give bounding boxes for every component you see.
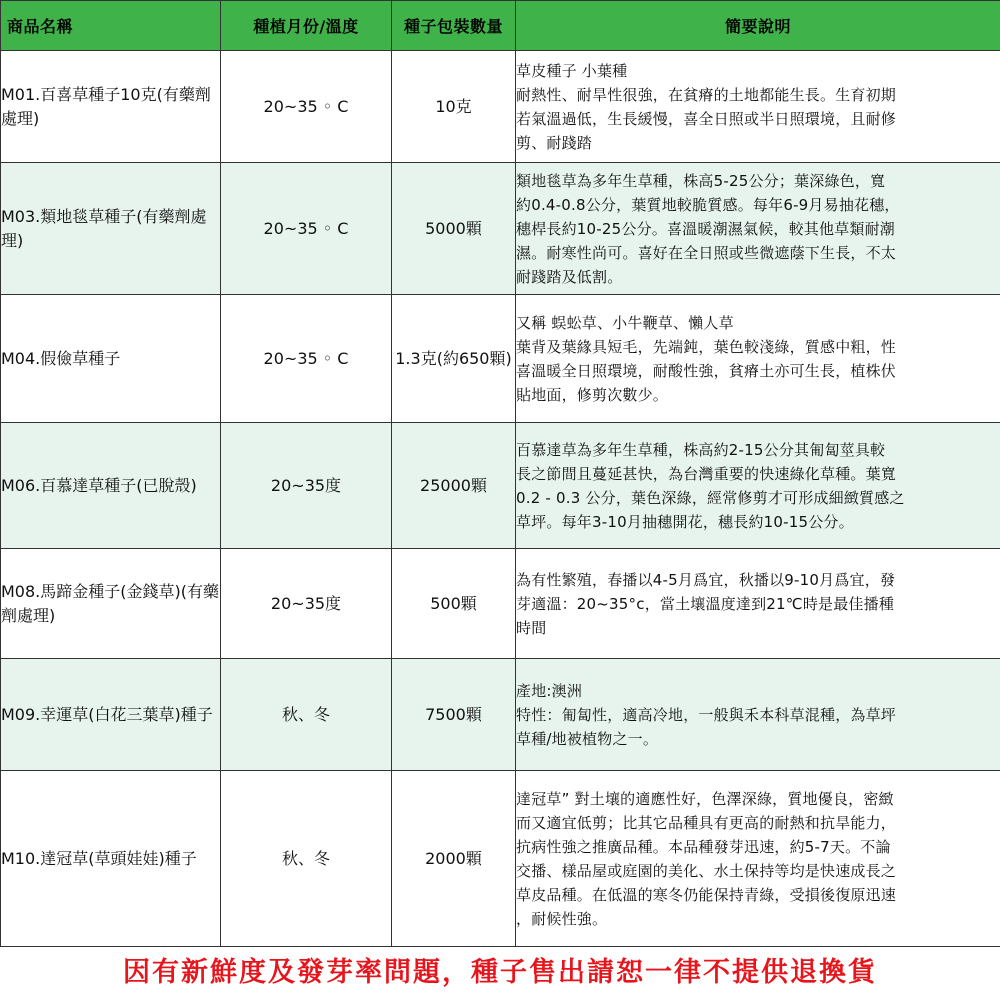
description-line: 抗病性強之推廣品種。本品種發芽迅速，約5-7天。不論 — [516, 837, 891, 856]
planting-temp-cell: 20~35度 — [221, 423, 392, 549]
description-line: 特性：匍匐性，適高冷地，一般與禾本科草混種，為草坪 — [516, 705, 897, 724]
description-line: 交播、樣品屋或庭園的美化、水土保持等均是快速成長之 — [516, 861, 897, 880]
description-line: 剪、耐踐踏 — [516, 133, 593, 152]
description-line: 葉背及葉緣具短毛，先端鈍，葉色較淺綠，質感中粗，性 — [516, 337, 897, 356]
table-body — [1, 51, 1000, 947]
planting-temp-cell: 20~35 ◦ C — [221, 51, 392, 163]
planting-temp-cell: 20~35 ◦ C — [221, 295, 392, 423]
description-cell — [516, 295, 1000, 423]
header-product-name: 商品名稱 — [1, 1, 221, 51]
product-name-cell: M03.類地毯草種子(有藥劑處理) — [1, 163, 221, 295]
table-header-row — [1, 1, 1000, 51]
description-line: 耐踐踏及低割。 — [516, 267, 623, 286]
description-line: 草坪。每年3-10月抽穗開花，穗長約10-15公分。 — [516, 512, 854, 531]
description-line: 芽適溫：20~35°c，當土壤溫度達到21℃時是最佳播種 — [516, 594, 895, 613]
package-qty-cell: 500顆 — [392, 549, 516, 659]
description-line: 貼地面，修剪次數少。 — [516, 385, 669, 404]
package-qty-cell: 2000顆 — [392, 771, 516, 947]
planting-temp-cell: 秋、冬 — [221, 659, 392, 771]
no-return-notice: 因有新鮮度及發芽率問題，種子售出請恕一律不提供退換貨 — [123, 957, 877, 988]
description-line: 長之節間且蔓延甚快，為台灣重要的快速綠化草種。葉寬 — [516, 464, 897, 483]
description-cell — [516, 659, 1000, 771]
description-line: 耐熱性、耐旱性很強，在貧瘠的土地都能生長。生育初期 — [516, 85, 897, 104]
package-qty-cell: 1.3克(約650顆) — [392, 295, 516, 423]
description-line: 穗桿長約10-25公分。喜溫暖潮濕氣候，較其他草類耐潮 — [516, 219, 895, 238]
description-line: 時間 — [516, 618, 547, 637]
planting-temp-cell: 秋、冬 — [221, 771, 392, 947]
description-line: ，耐候性強。 — [516, 909, 608, 928]
package-qty-cell: 10克 — [392, 51, 516, 163]
description-line: 草皮種子 小葉種 — [516, 61, 628, 80]
description-cell — [516, 163, 1000, 295]
description-line: 喜溫暖全日照環境，耐酸性強，貧瘠土亦可生長，植株伏 — [516, 361, 897, 380]
table-row — [1, 659, 1000, 771]
product-name-cell: M08.馬蹄金種子(金錢草)(有藥劑處理) — [1, 549, 221, 659]
table-row — [1, 549, 1000, 659]
description-line: 為有性繁殖，春播以4-5月爲宜，秋播以9-10月爲宜，發 — [516, 570, 896, 589]
table-row — [1, 771, 1000, 947]
description-line: 類地毯草為多年生草種，株高5-25公分；葉深綠色，寬 — [516, 171, 886, 190]
description-cell — [516, 51, 1000, 163]
table-row — [1, 163, 1000, 295]
header-planting-month-temp: 種植月份/溫度 — [221, 1, 392, 51]
description-line: 又稱 蜈蚣草、小牛鞭草、懶人草 — [516, 313, 734, 332]
header-brief-description: 簡要說明 — [516, 1, 1000, 51]
table-row — [1, 51, 1000, 163]
description-line: 而又適宜低剪；比其它品種具有更高的耐熱和抗旱能力， — [516, 813, 897, 832]
product-name-cell: M06.百慕達草種子(已脫殼) — [1, 423, 221, 549]
description-line: 0.2 - 0.3 公分，葉色深綠，經常修剪才可形成細緻質感之 — [516, 488, 905, 507]
description-cell — [516, 423, 1000, 549]
package-qty-cell: 25000顆 — [392, 423, 516, 549]
product-name-cell: M01.百喜草種子10克(有藥劑處理) — [1, 51, 221, 163]
description-line: 草種/地被植物之一。 — [516, 729, 659, 748]
description-cell — [516, 771, 1000, 947]
table-row — [1, 423, 1000, 549]
header-package-quantity: 種子包裝數量 — [392, 1, 516, 51]
planting-temp-cell: 20~35 ◦ C — [221, 163, 392, 295]
description-line: 百慕達草為多年生草種，株高約2-15公分其匍匐莖具較 — [516, 440, 886, 459]
product-name-cell: M10.達冠草(草頭娃娃)種子 — [1, 771, 221, 947]
package-qty-cell: 7500顆 — [392, 659, 516, 771]
product-name-cell: M09.幸運草(白花三葉草)種子 — [1, 659, 221, 771]
description-line: 草皮品種。在低溫的寒冬仍能保持青綠，受損後復原迅速 — [516, 885, 897, 904]
description-line: 產地:澳洲 — [516, 681, 583, 700]
description-line: 約0.4-0.8公分，葉質地較脆質感。每年6-9月易抽花穗， — [516, 195, 900, 214]
description-line: 濕。耐寒性尚可。喜好在全日照或些微遮蔭下生長，不太 — [516, 243, 897, 262]
description-line: 達冠草” 對土壤的適應性好，色澤深綠，質地優良，密緻 — [516, 789, 894, 808]
product-name-cell: M04.假儉草種子 — [1, 295, 221, 423]
package-qty-cell: 5000顆 — [392, 163, 516, 295]
description-line: 若氣溫過低，生長緩慢，喜全日照或半日照環境，且耐修 — [516, 109, 897, 128]
table-row — [1, 295, 1000, 423]
planting-temp-cell: 20~35度 — [221, 549, 392, 659]
description-cell — [516, 549, 1000, 659]
